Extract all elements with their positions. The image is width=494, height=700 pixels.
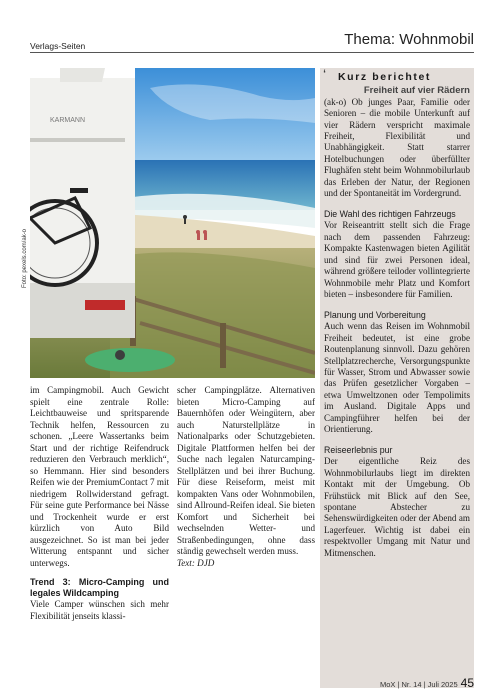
box-paragraph: Der eigentliche Reiz des Wohnmobilurlaubs liegt im direkten Kontakt mit der Umgebung. Ob Frühstück mit Blick auf den See, spontane Abstecher zu Sehenswürdigkeiten oder der Abend am Lagerfeuer. Wichtig ist dabei ein respektvoller Umgang mit Natur und Mitmenschen. [324, 456, 470, 558]
header-divider [30, 52, 474, 53]
paragraph: im Campingmobil. Auch Gewicht spielt eine zentrale Rolle: Leichtbauweise und spritsparende Technik helfen, Ressourcen zu schonen. „Leere Wassertanks beim Start und der richtige Reifendruck reduzieren den Verbrauch merklich“, so Hemmann. Hier sind besonders Reifen wie der PremiumContact 7 mit niedrigem Rollwiderstand gefragt. Für seine gute Performance bei Nässe und Trockenheit wurde er erst kürzlich von Auto Bild ausgezeichnet. So ist man bei jeder Witterung entspannt und sicher unterwegs. [30, 385, 169, 568]
camper-beach-photo [30, 68, 315, 378]
paragraph: scher Campingplätze. Alternativen bieten Micro-Camping auf Bauernhöfen oder Weingütern, aber auch Naturstellplätze in Nationalparks oder Schutzgebieten. Digitale Plattformen helfen bei der Suche nach legalen Naturcamping-Stellplätzen und bei ihrer Buchung. Für diese Reiseform, meist mit kompakten Vans oder Wohnmobilen, sind Allround-Reifen ideal. Sie bieten Komfort und Sicherheit bei wechselnden Wetter- und Straßenbedingungen, ohne dass ständig gewechselt werden muss. [177, 385, 315, 556]
page-footer [380, 676, 474, 690]
box-heading-experience: Reiseerlebnis pur [324, 445, 393, 456]
box-subtitle: Freiheit auf vier Rädern [363, 85, 470, 97]
kurz-berichtet-box [320, 68, 474, 688]
box-paragraph: Auch wenn das Reisen im Wohnmobil Freiheit bedeutet, ist eine grobe Routenplanung sinnvoll. Dazu gehören Stellplatzrecherche, Versorgungspunkte für Wasser, Strom und Abwasser sowie das Prüfen gesetzlicher Vorgaben – etwa Umweltzonen oder Tempolimits im Ausland. Digitale Apps und Campingführer helfen bei der Orientierung. [324, 321, 470, 434]
paragraph: Viele Camper wünschen sich mehr Flexibilität jenseits klassi- [30, 599, 169, 621]
article-column-2 [177, 385, 315, 569]
box-heading-planning: Planung und Vorbereitung [324, 310, 426, 321]
section-label: Verlags-Seiten [30, 41, 86, 51]
issue-info: MoX | Nr. 14 | Juli 2025 [379, 680, 458, 689]
trend3-heading: Trend 3: Micro-Camping und legales Wildcamping [30, 577, 169, 598]
box-paragraph: Vor Reiseantritt stellt sich die Frage nach dem passenden Fahrzeug: Kompakte Kastenwagen bieten Agilität und sind für zwei Personen ideal, während größere teiloder vollintegrierte Wohnmobile mehr Platz und Komfort bieten – insbesondere für Familien. [324, 220, 470, 299]
theme-title: Thema: Wohnmobil [344, 31, 474, 48]
quote-mark-icon: ‘ [323, 66, 327, 82]
photo-credit: Foto: pexels.com/ak-o [22, 228, 28, 288]
box-heading-vehicle: Die Wahl des richtigen Fahrzeugs [324, 209, 456, 220]
article-column-1 [30, 385, 169, 622]
author-credit: Text: DJD [177, 557, 215, 568]
box-title: Kurz berichtet [338, 71, 431, 83]
van-brand-text: KARMANN [50, 117, 86, 124]
box-intro: (ak-o) Ob junges Paar, Familie oder Senioren – die mobile Unterkunft auf vier Rädern verspricht maximale Freiheit, Flexibilität und Unabhängigkeit. Statt starrer Hotelbuchungen oder überfüllter Flughäfen steht beim Wohnmobilurlaub das Erleben der Natur, der Regionen und der Spontaneität im Vordergrund. [324, 96, 470, 199]
page-number: 45 [460, 676, 474, 690]
